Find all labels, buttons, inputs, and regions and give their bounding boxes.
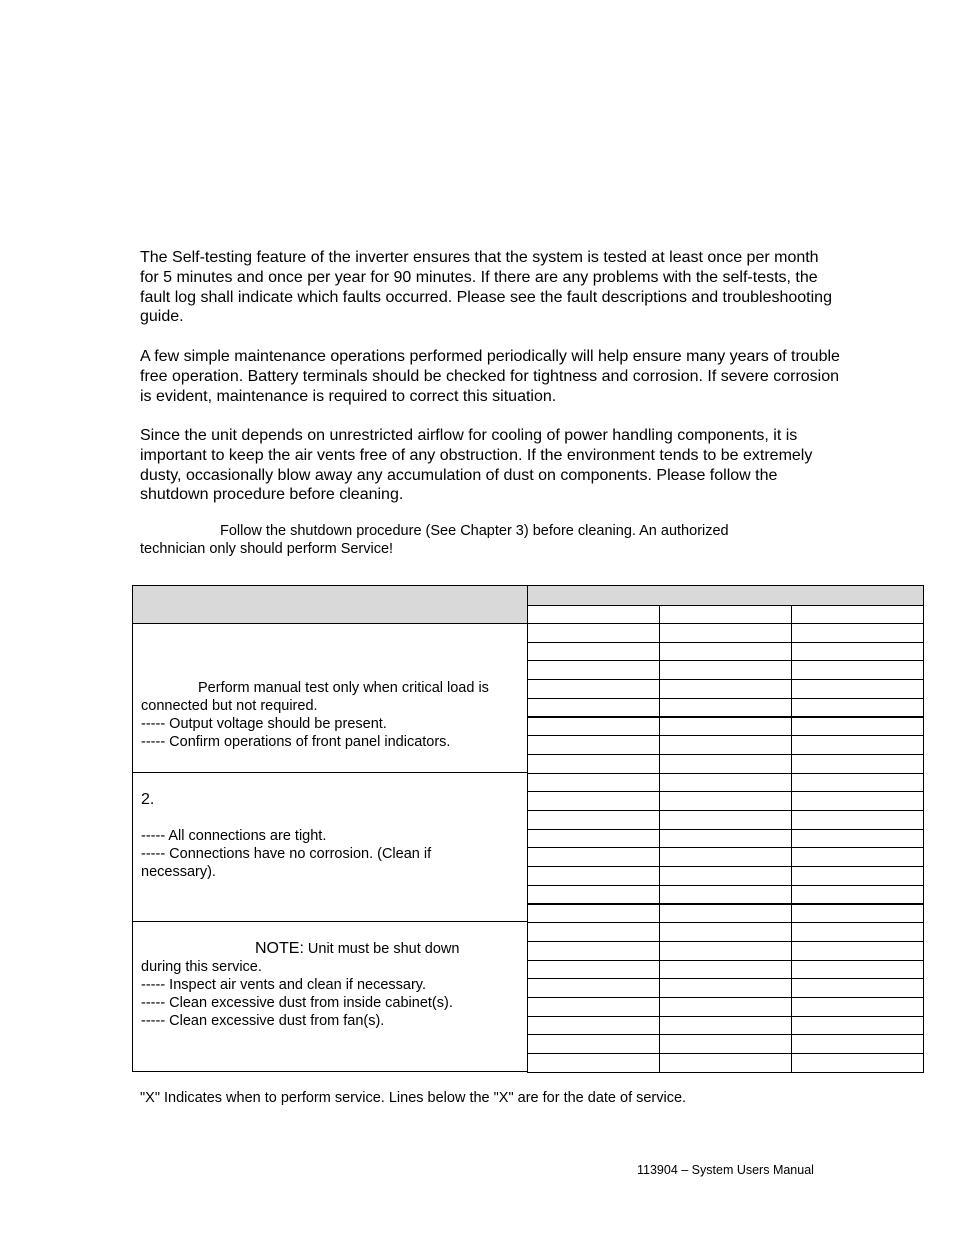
service-date-cell[interactable] [659, 1016, 792, 1036]
service-date-cell[interactable] [659, 941, 792, 961]
service-date-cell[interactable] [791, 960, 924, 980]
service-date-cell[interactable] [527, 1016, 660, 1036]
service-date-cell[interactable] [659, 960, 792, 980]
service-date-cell[interactable] [527, 810, 660, 830]
service-date-cell[interactable] [791, 941, 924, 961]
service-date-cell[interactable] [527, 997, 660, 1017]
table-subheader-col-2 [659, 605, 792, 624]
table-footnote: "X" Indicates when to perform service. Lines below the "X" are for the date of service. [140, 1090, 687, 1106]
task-row-3 [132, 921, 528, 1072]
service-date-cell[interactable] [527, 922, 660, 942]
table-subheader-col-3 [791, 605, 924, 624]
service-date-cell[interactable] [791, 698, 924, 718]
task-2-line-1: ----- All connections are tight. [141, 828, 327, 844]
task-1-line-3: ----- Output voltage should be present. [141, 716, 387, 732]
task-3-line-1: during this service. [141, 959, 262, 975]
service-date-cell[interactable] [659, 997, 792, 1017]
service-date-cell[interactable] [527, 623, 660, 643]
service-date-cell[interactable] [791, 829, 924, 849]
task-3-line-3: ----- Clean excessive dust from inside cabinet(s). [141, 995, 453, 1011]
warning-line-1: Follow the shutdown procedure (See Chapter 3) before cleaning. An authorized [220, 523, 729, 539]
service-date-cell[interactable] [791, 847, 924, 867]
warning-note [140, 522, 820, 558]
service-date-cell[interactable] [791, 978, 924, 998]
service-date-cell[interactable] [659, 1053, 792, 1073]
service-date-cell[interactable] [659, 904, 792, 924]
service-date-cell[interactable] [659, 642, 792, 662]
service-date-cell[interactable] [659, 810, 792, 830]
task-row-1 [132, 623, 528, 773]
service-date-cell[interactable] [527, 1053, 660, 1073]
service-date-cell[interactable] [527, 941, 660, 961]
service-date-cell[interactable] [659, 866, 792, 886]
service-date-cell[interactable] [527, 866, 660, 886]
warning-line-2: technician only should perform Service! [140, 541, 394, 557]
service-date-cell[interactable] [659, 754, 792, 774]
service-date-cell[interactable] [659, 978, 792, 998]
paragraph-maintenance: A few simple maintenance operations performed periodically will help ensure many years of trouble free operation. Battery terminals should be checked for tightness and corrosion. If severe corrosion is evident, maintenance is required to correct this situation. [140, 348, 840, 405]
task-3-note-label: NOTE: [255, 940, 304, 957]
service-date-cell[interactable] [659, 829, 792, 849]
service-date-cell[interactable] [791, 773, 924, 793]
paragraph-self-testing: The Self-testing feature of the inverter ensures that the system is tested at least once per month for 5 minutes and once per year for 90 minutes. If there are any problems with the self-tests, the fault log shall indicate which faults occurred. Please see the fault descriptions and troubleshooting guide. [140, 249, 832, 326]
task-2-line-2: ----- Connections have no corrosion. (Clean if [141, 846, 432, 862]
service-date-cell[interactable] [527, 978, 660, 998]
task-1-line-2: connected but not required. [141, 698, 318, 714]
service-date-cell[interactable] [791, 1053, 924, 1073]
service-date-cell[interactable] [527, 717, 660, 737]
service-date-cell[interactable] [659, 735, 792, 755]
service-date-cell[interactable] [791, 997, 924, 1017]
service-date-cell[interactable] [791, 623, 924, 643]
service-date-cell[interactable] [659, 791, 792, 811]
service-date-cell[interactable] [527, 679, 660, 699]
service-date-cell[interactable] [527, 773, 660, 793]
service-date-cell[interactable] [791, 922, 924, 942]
service-date-cell[interactable] [791, 866, 924, 886]
maintenance-table [132, 585, 924, 1072]
service-date-cell[interactable] [791, 1016, 924, 1036]
service-date-cell[interactable] [659, 773, 792, 793]
paragraph-airflow: Since the unit depends on unrestricted airflow for cooling of power handling components, it is important to keep the air vents free of any obstruction. If the environment tends to be extremely dusty, occasionally blow away any accumulation of dust on components. Please follow the shutdown procedure before cleaning. [140, 427, 813, 504]
service-date-cell[interactable] [791, 791, 924, 811]
service-date-cell[interactable] [659, 885, 792, 905]
service-date-cell[interactable] [791, 642, 924, 662]
service-date-cell[interactable] [659, 1034, 792, 1054]
service-date-cell[interactable] [791, 885, 924, 905]
service-date-cell[interactable] [527, 847, 660, 867]
service-date-cell[interactable] [659, 679, 792, 699]
task-1-line-1: Perform manual test only when critical load is [198, 680, 489, 696]
task-2-number: 2. [141, 791, 155, 808]
service-date-cell[interactable] [659, 717, 792, 737]
service-date-cell[interactable] [791, 660, 924, 680]
service-date-cell[interactable] [791, 754, 924, 774]
service-date-cell[interactable] [791, 679, 924, 699]
service-date-cell[interactable] [791, 810, 924, 830]
service-date-cell[interactable] [791, 904, 924, 924]
task-3-line-4: ----- Clean excessive dust from fan(s). [141, 1013, 385, 1029]
service-date-cell[interactable] [659, 847, 792, 867]
service-date-cell[interactable] [527, 735, 660, 755]
service-date-cell[interactable] [527, 885, 660, 905]
service-date-cell[interactable] [659, 922, 792, 942]
task-1-line-4: ----- Confirm operations of front panel indicators. [141, 734, 451, 750]
service-date-cell[interactable] [791, 1034, 924, 1054]
service-date-cell[interactable] [659, 660, 792, 680]
page-footer: 113904 – System Users Manual [637, 1163, 814, 1177]
service-date-cell[interactable] [659, 623, 792, 643]
table-header-task [132, 585, 528, 624]
service-date-cell[interactable] [527, 960, 660, 980]
service-date-cell[interactable] [527, 754, 660, 774]
service-date-cell[interactable] [527, 698, 660, 718]
service-date-cell[interactable] [527, 642, 660, 662]
service-date-cell[interactable] [527, 904, 660, 924]
task-3-note-text: Unit must be shut down [303, 941, 460, 957]
table-subheader-col-1 [527, 605, 660, 624]
service-date-cell[interactable] [791, 717, 924, 737]
service-date-cell[interactable] [791, 735, 924, 755]
service-date-cell[interactable] [659, 698, 792, 718]
service-date-cell[interactable] [527, 660, 660, 680]
service-date-cell[interactable] [527, 791, 660, 811]
task-2-line-3: necessary). [141, 864, 216, 880]
service-date-cell[interactable] [527, 829, 660, 849]
service-date-cell[interactable] [527, 1034, 660, 1054]
table-header-schedule [527, 585, 924, 606]
task-3-line-2: ----- Inspect air vents and clean if necessary. [141, 977, 427, 993]
task-row-2 [132, 772, 528, 922]
